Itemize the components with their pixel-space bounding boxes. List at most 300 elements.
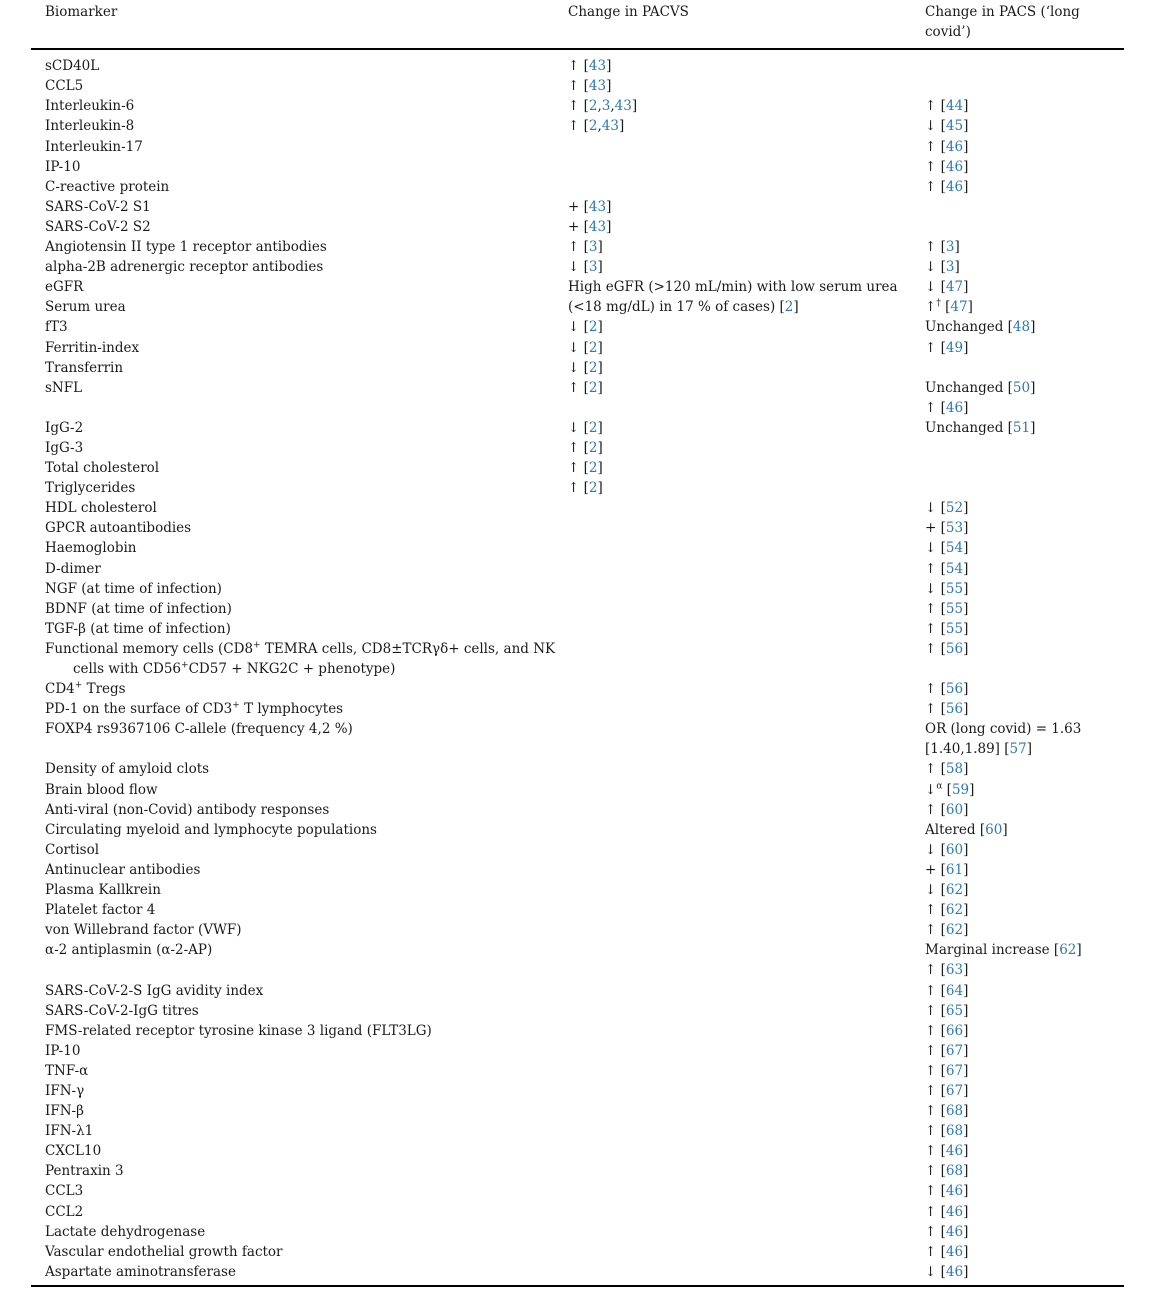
pacs-cell — [925, 1242, 1124, 1262]
biomarker-name: Density of amyloid clots — [45, 761, 210, 778]
biomarker-name: Interleukin-6 — [45, 98, 135, 115]
reference-link[interactable]: 48 — [1012, 319, 1031, 336]
cell-text: ↓ [ — [925, 279, 946, 296]
pacvs-cell — [568, 719, 925, 759]
reference-link[interactable]: 46 — [945, 399, 964, 416]
reference-link[interactable]: 3 — [601, 98, 611, 115]
table-row — [31, 960, 1124, 980]
pacs-cell — [925, 699, 1124, 719]
pacvs-cell — [568, 116, 925, 136]
cell-text: ] — [963, 1082, 969, 1099]
cell-text: ↑ [ — [925, 1123, 946, 1140]
cell-text: ↑ [ — [925, 801, 946, 818]
reference-link[interactable]: 3 — [945, 239, 955, 256]
reference-link[interactable]: 46 — [945, 1223, 964, 1240]
biomarker-name: sNFL — [45, 379, 83, 396]
pacvs-cell — [568, 1041, 925, 1061]
cell-text: ] — [963, 982, 969, 999]
reference-link[interactable]: 2 — [588, 319, 598, 336]
cell-text: ] — [963, 1223, 969, 1240]
cell-text: ↑ [ — [925, 620, 946, 637]
table-header — [31, 0, 1124, 49]
reference-link[interactable]: 67 — [945, 1082, 964, 1099]
biomarker-cell — [31, 960, 568, 980]
pacs-cell — [925, 981, 1124, 1001]
pacvs-cell — [568, 257, 925, 277]
biomarker-name: Interleukin-17 — [45, 138, 143, 155]
table-row — [31, 257, 1124, 277]
pacs-cell — [925, 940, 1124, 960]
cell-text: OR (long covid) = 1.63 — [925, 721, 1082, 738]
pacvs-cell — [568, 1081, 925, 1101]
cell-text: ↑ [ — [925, 1223, 946, 1240]
biomarker-cell — [31, 981, 568, 1001]
cell-text: ↑ [ — [925, 1103, 946, 1120]
biomarker-cell — [31, 177, 568, 197]
pacs-cell — [925, 96, 1124, 116]
biomarker-name: GPCR autoantibodies — [45, 520, 192, 537]
cell-text: ] — [597, 379, 603, 396]
cell-text: ] — [963, 681, 969, 698]
biomarker-name: Cortisol — [45, 841, 100, 858]
reference-link[interactable]: 66 — [945, 1022, 964, 1039]
cell-text: ↑ [ — [925, 158, 946, 175]
table-row — [31, 277, 1124, 297]
table-row — [31, 518, 1124, 538]
pacvs-cell — [568, 800, 925, 820]
reference-link[interactable]: 67 — [945, 1042, 964, 1059]
pacvs-cell — [568, 860, 925, 880]
biomarker-name: BDNF (at time of infection) — [45, 600, 232, 617]
reference-link[interactable]: 46 — [945, 138, 964, 155]
cell-text: ] — [963, 922, 969, 939]
biomarker-name: CCL3 — [45, 1183, 84, 1200]
pacvs-cell — [568, 358, 925, 378]
reference-link[interactable]: 50 — [1012, 379, 1031, 396]
superscript: + — [253, 640, 261, 651]
reference-link[interactable]: 60 — [945, 801, 964, 818]
biomarker-cell — [31, 800, 568, 820]
pacs-cell — [925, 518, 1124, 538]
pacvs-cell — [568, 1021, 925, 1041]
pacvs-cell — [568, 197, 925, 217]
table-row — [31, 96, 1124, 116]
reference-link[interactable]: 3 — [588, 239, 598, 256]
pacs-cell — [925, 820, 1124, 840]
reference-link[interactable]: 68 — [945, 1103, 964, 1120]
reference-link[interactable]: 60 — [945, 841, 964, 858]
pacvs-cell — [568, 1222, 925, 1242]
pacs-cell — [925, 719, 1124, 759]
reference-link[interactable]: 2 — [588, 460, 598, 477]
biomarker-line — [45, 679, 568, 699]
pacs-cell — [925, 398, 1124, 418]
reference-link[interactable]: 59 — [951, 781, 970, 798]
cell-text: ↓ [ — [925, 500, 946, 517]
cell-text: CD4 — [45, 681, 75, 698]
pacs-cell — [925, 237, 1124, 257]
reference-link[interactable]: 2 — [588, 98, 598, 115]
cell-text: ↓ [ — [925, 1263, 946, 1280]
cell-text: ] — [963, 1263, 969, 1280]
table-row — [31, 237, 1124, 257]
reference-link[interactable]: 64 — [945, 982, 964, 999]
table-row — [31, 840, 1124, 860]
cell-text: ] — [597, 339, 603, 356]
cell-text: ↑ [ — [925, 399, 946, 416]
cell-text: [ — [940, 299, 951, 316]
biomarker-name: IFN-λ1 — [45, 1123, 94, 1140]
cell-text: ] — [963, 339, 969, 356]
cell-text: ↓ [ — [925, 540, 946, 557]
reference-link[interactable]: 54 — [945, 560, 964, 577]
biomarker-name — [45, 962, 49, 978]
cell-text: ↓ [ — [925, 580, 946, 597]
reference-link[interactable]: 68 — [945, 1123, 964, 1140]
pacvs-cell — [568, 338, 925, 358]
biomarker-name — [45, 400, 49, 416]
reference-link[interactable]: 3 — [945, 259, 955, 276]
biomarker-name: TNF-α — [45, 1062, 89, 1079]
table-row — [31, 1202, 1124, 1222]
cell-text: ↑ [ — [925, 701, 946, 718]
pacvs-cell — [568, 920, 925, 940]
cell-text: ↑ [ — [925, 922, 946, 939]
biomarker-name: IgG-3 — [45, 439, 84, 456]
table-row — [31, 438, 1124, 458]
cell-text: ] — [963, 1103, 969, 1120]
biomarker-name: C-reactive protein — [45, 178, 170, 195]
biomarker-name: TGF-β (at time of infection) — [45, 620, 231, 637]
cell-text: ↓ [ — [568, 359, 589, 376]
table-row — [31, 1081, 1124, 1101]
biomarker-name: Anti-viral (non-Covid) antibody responses — [45, 801, 330, 818]
reference-link[interactable]: 46 — [945, 178, 964, 195]
table-row — [31, 478, 1124, 498]
biomarker-cell — [31, 96, 568, 116]
pacvs-cell — [568, 1161, 925, 1181]
reference-link[interactable]: 43 — [588, 198, 607, 215]
pacvs-cell — [568, 458, 925, 478]
cell-text: ↑ [ — [925, 138, 946, 155]
reference-link[interactable]: 2 — [588, 359, 598, 376]
reference-link[interactable]: 2 — [588, 118, 598, 135]
pacvs-cell — [568, 559, 925, 579]
reference-link[interactable]: 57 — [1009, 741, 1027, 758]
reference-link[interactable]: 46 — [945, 1203, 964, 1220]
cell-text: ] — [606, 58, 612, 75]
biomarker-cell — [31, 317, 568, 337]
cell-text: ] — [963, 158, 969, 175]
cell-text: , — [597, 118, 602, 135]
cell-text: ] — [597, 460, 603, 477]
biomarker-cell — [31, 920, 568, 940]
biomarker-cell — [31, 458, 568, 478]
reference-link[interactable]: 47 — [945, 279, 964, 296]
reference-link[interactable]: 46 — [945, 1243, 964, 1260]
reference-link[interactable]: 46 — [945, 1263, 964, 1280]
table-row — [31, 157, 1124, 177]
cell-text: ] — [963, 902, 969, 919]
biomarker-cell — [31, 538, 568, 558]
pacs-cell — [925, 800, 1124, 820]
pacvs-cell — [568, 538, 925, 558]
cell-text: ] — [963, 600, 969, 617]
cell-text: T lymphocytes — [239, 701, 344, 718]
cell-text: ] — [793, 299, 799, 316]
pacvs-cell — [568, 579, 925, 599]
table-row — [31, 378, 1124, 398]
table-row — [31, 699, 1124, 719]
reference-link[interactable]: 46 — [945, 1183, 964, 1200]
biomarker-cell — [31, 840, 568, 860]
cell-text: ] — [963, 1123, 969, 1140]
reference-link[interactable]: 3 — [588, 259, 598, 276]
table-row — [31, 880, 1124, 900]
cell-text: ↑ [ — [925, 681, 946, 698]
biomarker-cell — [31, 780, 568, 800]
cell-text: ] — [631, 98, 638, 115]
cell-text: ] — [963, 1062, 969, 1079]
reference-link[interactable]: 60 — [985, 821, 1003, 838]
biomarker-cell — [31, 1202, 568, 1222]
cell-text: ↑ — [568, 78, 584, 95]
table-row — [31, 860, 1124, 880]
cell-text: ] — [618, 118, 625, 135]
pacs-cell — [925, 458, 1124, 478]
biomarker-name: IP-10 — [45, 1042, 81, 1059]
reference-link[interactable]: 52 — [945, 500, 964, 517]
cell-text: ] — [963, 841, 969, 858]
reference-link[interactable]: 2 — [588, 480, 598, 497]
header-pacvs: Change in PACVS — [568, 0, 925, 49]
reference-link[interactable]: 43 — [601, 118, 619, 135]
cell-text: ] — [597, 439, 603, 456]
biomarker-cell — [31, 1101, 568, 1121]
reference-link[interactable]: 68 — [945, 1163, 964, 1180]
cell-text: ] — [967, 299, 973, 316]
pacs-cell — [925, 1061, 1124, 1081]
reference-link[interactable]: 2 — [588, 339, 598, 356]
cell-text: Tregs — [82, 681, 126, 698]
reference-link[interactable]: 65 — [945, 1002, 964, 1019]
biomarker-name: Transferrin — [45, 359, 124, 376]
table-row — [31, 1061, 1124, 1081]
table-row — [31, 458, 1124, 478]
pacvs-cell — [568, 780, 925, 800]
pacs-line — [925, 719, 1124, 739]
biomarker-cell — [31, 49, 568, 76]
cell-text: ↑ [ — [925, 640, 946, 657]
reference-link[interactable]: 47 — [950, 299, 968, 316]
biomarker-cell — [31, 1242, 568, 1262]
cell-text: ↑ [ — [925, 560, 946, 577]
reference-link[interactable]: 55 — [945, 600, 964, 617]
reference-link[interactable]: 43 — [588, 218, 607, 235]
table-row — [31, 579, 1124, 599]
reference-link[interactable]: 51 — [1012, 419, 1031, 436]
reference-link[interactable]: 62 — [945, 902, 964, 919]
biomarker-name: alpha-2B adrenergic receptor antibodies — [45, 259, 324, 276]
pacvs-cell — [568, 438, 925, 458]
reference-link[interactable]: 62 — [945, 882, 964, 899]
reference-link[interactable]: 63 — [945, 962, 964, 979]
biomarker-name: Lactate dehydrogenase — [45, 1223, 206, 1240]
pacs-cell — [925, 197, 1124, 217]
pacvs-cell — [568, 217, 925, 237]
pacs-cell — [925, 639, 1124, 679]
header-pacs-line2: covid’) — [925, 24, 971, 41]
pacs-cell — [925, 1041, 1124, 1061]
biomarker-cell — [31, 418, 568, 438]
reference-link[interactable]: 61 — [945, 861, 964, 878]
cell-text: ↓ [ — [568, 339, 589, 356]
cell-text: ] — [963, 882, 969, 899]
pacs-cell — [925, 1161, 1124, 1181]
pacs-cell — [925, 438, 1124, 458]
pacs-cell — [925, 478, 1124, 498]
reference-link[interactable]: 53 — [945, 520, 964, 537]
reference-link[interactable]: 54 — [945, 540, 964, 557]
cell-text: [ — [583, 78, 589, 95]
biomarker-name: Antinuclear antibodies — [45, 861, 201, 878]
pacvs-cell — [568, 900, 925, 920]
biomarker-cell — [31, 1061, 568, 1081]
pacs-cell — [925, 1001, 1124, 1021]
pacs-cell — [925, 619, 1124, 639]
cell-text: ] — [606, 218, 612, 235]
biomarker-cell — [31, 1181, 568, 1201]
reference-link[interactable]: 62 — [1059, 942, 1077, 959]
reference-link[interactable]: 2 — [588, 419, 598, 436]
reference-link[interactable]: 55 — [945, 580, 964, 597]
cell-text: ] — [963, 118, 969, 135]
pacs-cell — [925, 217, 1124, 237]
pacs-cell — [925, 880, 1124, 900]
biomarker-cell — [31, 398, 568, 418]
reference-link[interactable]: 2 — [588, 379, 598, 396]
cell-text: ↑ [ — [925, 982, 946, 999]
reference-link[interactable]: 43 — [588, 78, 607, 95]
biomarker-name: Haemoglobin — [45, 540, 137, 557]
table-row — [31, 137, 1124, 157]
biomarker-cell — [31, 277, 568, 297]
cell-text: ↓ [ — [925, 841, 946, 858]
cell-text: PD-1 on the surface of CD3 — [45, 701, 233, 718]
reference-link[interactable]: 62 — [945, 922, 964, 939]
reference-link[interactable]: 44 — [945, 98, 964, 115]
pacvs-cell — [568, 378, 925, 398]
cell-text: ] — [963, 500, 969, 517]
pacs-cell — [925, 76, 1124, 96]
cell-text: ↑ [ — [925, 600, 946, 617]
table-row — [31, 920, 1124, 940]
cell-text: ↑ [ — [568, 98, 589, 115]
reference-link[interactable]: 43 — [614, 98, 632, 115]
cell-text: ] — [954, 239, 960, 256]
cell-text: ↑ [ — [568, 460, 589, 477]
biomarker-cell — [31, 1041, 568, 1061]
pacvs-cell — [568, 96, 925, 116]
table-row — [31, 116, 1124, 136]
cell-text: ↓ [ — [568, 319, 589, 336]
reference-link[interactable]: 46 — [945, 158, 964, 175]
biomarker-name: Platelet factor 4 — [45, 902, 156, 919]
biomarker-cell — [31, 860, 568, 880]
pacvs-cell — [568, 820, 925, 840]
reference-link[interactable]: 58 — [945, 761, 964, 778]
biomarker-cell — [31, 338, 568, 358]
reference-link[interactable]: 49 — [945, 339, 964, 356]
cell-text: ] — [963, 640, 969, 657]
biomarker-cell — [31, 699, 568, 719]
reference-link[interactable]: 43 — [588, 58, 607, 75]
biomarker-cell — [31, 639, 568, 679]
cell-text: ↑ [ — [568, 480, 589, 497]
biomarker-cell — [31, 137, 568, 157]
reference-link[interactable]: 46 — [945, 1143, 964, 1160]
biomarker-name: SARS-CoV-2 S2 — [45, 218, 151, 235]
cell-text: ] — [597, 259, 603, 276]
cell-text: ] — [963, 98, 969, 115]
pacvs-cell — [568, 940, 925, 960]
pacs-cell — [925, 559, 1124, 579]
biomarker-name: NGF (at time of infection) — [45, 580, 222, 597]
header-biomarker: Biomarker — [31, 0, 568, 49]
biomarker-cell — [31, 1161, 568, 1181]
biomarker-cell — [31, 297, 568, 317]
cell-text: [ — [942, 781, 952, 798]
biomarker-cell — [31, 559, 568, 579]
table-row — [31, 1001, 1124, 1021]
reference-link[interactable]: 45 — [945, 118, 964, 135]
cell-text: ↑ [ — [925, 1082, 946, 1099]
table-row — [31, 49, 1124, 76]
cell-text: + [ — [568, 218, 589, 235]
pacvs-cell — [568, 699, 925, 719]
table-row — [31, 800, 1124, 820]
biomarker-cell — [31, 1081, 568, 1101]
table-row — [31, 1101, 1124, 1121]
cell-text: ] — [963, 1143, 969, 1160]
pacvs-cell — [568, 981, 925, 1001]
reference-link[interactable]: 2 — [588, 439, 598, 456]
reference-link[interactable]: 56 — [945, 640, 964, 657]
pacvs-cell — [568, 1061, 925, 1081]
cell-text: ↑ [ — [925, 761, 946, 778]
reference-link[interactable]: 56 — [945, 701, 964, 718]
table-row — [31, 940, 1124, 960]
pacs-cell — [925, 378, 1124, 398]
cell-text: ] — [963, 138, 969, 155]
cell-text: ] — [606, 78, 612, 95]
reference-link[interactable]: 67 — [945, 1062, 964, 1079]
pacs-cell — [925, 418, 1124, 438]
pacvs-cell — [568, 1101, 925, 1121]
reference-link[interactable]: 2 — [784, 299, 794, 316]
pacs-cell — [925, 538, 1124, 558]
cell-text: ] — [1030, 319, 1036, 336]
cell-text: ↑ [ — [925, 1143, 946, 1160]
cell-text: ↑ — [568, 58, 584, 75]
reference-link[interactable]: 55 — [945, 620, 964, 637]
cell-text: ] — [1076, 942, 1082, 959]
biomarker-name: CXCL10 — [45, 1143, 102, 1160]
biomarker-cell — [31, 1262, 568, 1286]
pacs-cell — [925, 920, 1124, 940]
reference-link[interactable]: 56 — [945, 681, 964, 698]
cell-text: ] — [963, 560, 969, 577]
